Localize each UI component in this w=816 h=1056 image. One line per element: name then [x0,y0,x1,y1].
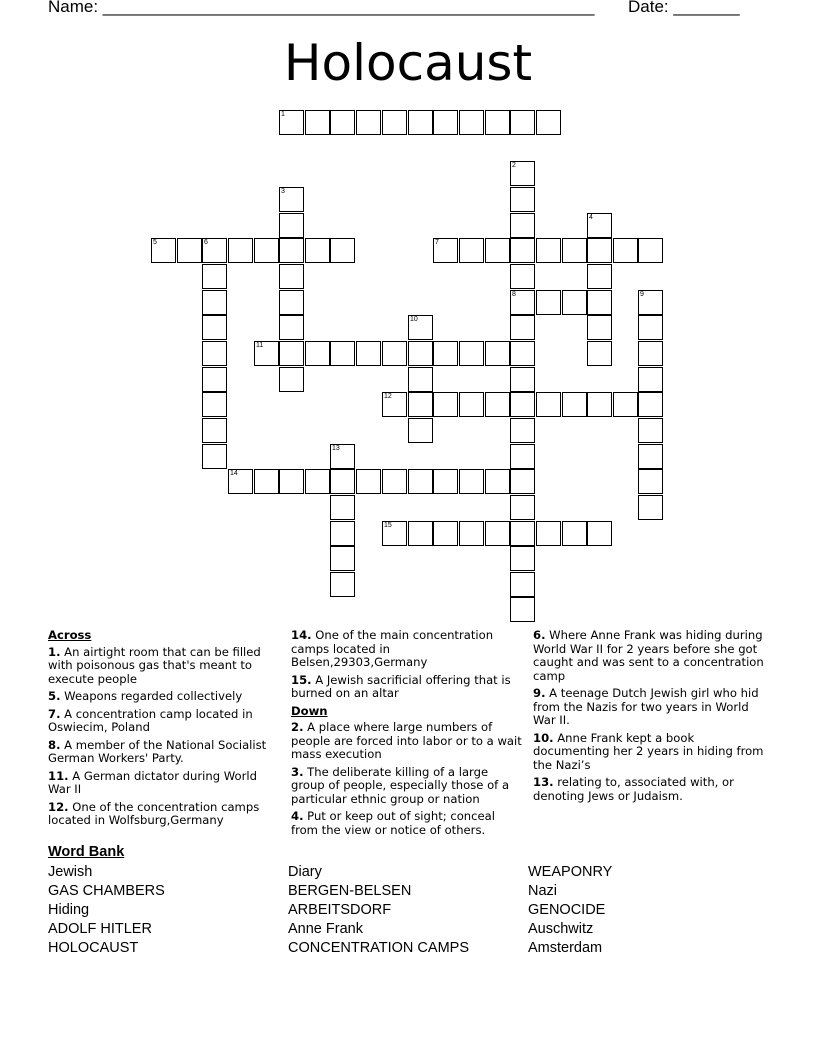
grid-cell[interactable] [408,110,433,135]
grid-cell[interactable] [433,469,458,494]
word-bank-column-1 [48,863,165,958]
grid-cell[interactable] [356,110,381,135]
grid-cell[interactable] [510,469,535,494]
clue-text: relating to, associated with, or denoting Jews or Judaism. [533,775,734,803]
grid-cell[interactable] [254,341,279,366]
name-field[interactable]: Name: ____________________________________________________ [48,0,595,16]
clue-number: 14. [291,628,312,642]
word-bank-title: Word Bank [48,844,125,860]
grid-cell[interactable] [202,264,227,289]
clue-number: 9. [533,686,546,700]
grid-cell[interactable] [408,315,433,340]
grid-cell[interactable] [382,469,407,494]
grid-cell[interactable] [254,238,279,263]
grid-cell[interactable] [228,238,253,263]
word-bank-item: ADOLF HITLER [48,921,152,937]
grid-cell[interactable] [638,418,663,443]
grid-cell[interactable] [177,238,202,263]
word-bank-item: Amsterdam [528,940,603,956]
clue-number: 8. [48,737,61,752]
grid-cell[interactable] [510,238,535,263]
grid-cell[interactable] [459,469,484,494]
clue-number: 3. [291,764,304,779]
clue-number: 10 [410,316,418,323]
grid-cell[interactable] [510,290,535,315]
grid-cell[interactable] [382,341,407,366]
grid-cell[interactable] [279,469,304,494]
grid-cell[interactable] [562,521,587,546]
word-bank-item: Auschwitz [528,921,594,937]
grid-cell[interactable] [536,392,561,417]
grid-cell[interactable] [202,290,227,315]
clue-number: 13. [533,775,554,789]
grid-cell[interactable] [510,597,535,622]
grid-cell[interactable] [305,341,330,366]
grid-cell[interactable] [510,392,535,417]
word-bank-item: Anne Frank [288,921,363,937]
grid-cell[interactable] [485,238,510,263]
clue [291,721,523,762]
grid-cell[interactable] [510,213,535,238]
grid-cell[interactable] [202,367,227,392]
clue-number: 5 [153,239,157,246]
grid-cell[interactable] [330,572,355,597]
grid-cell[interactable] [638,495,663,520]
grid-cell[interactable] [433,521,458,546]
grid-cell[interactable] [510,495,535,520]
grid-cell[interactable] [356,469,381,494]
grid-cell[interactable] [562,290,587,315]
clue [533,732,768,773]
grid-cell[interactable] [202,341,227,366]
grid-cell[interactable] [510,444,535,469]
grid-cell[interactable] [510,161,535,186]
grid-cell[interactable] [433,392,458,417]
grid-cell[interactable] [408,367,433,392]
grid-cell[interactable] [510,418,535,443]
grid-cell[interactable] [638,469,663,494]
grid-cell[interactable] [356,341,381,366]
clue [291,674,523,701]
clue-number: 15 [384,522,392,529]
clue-text: Weapons regarded collectively [60,689,243,703]
grid-cell[interactable] [202,392,227,417]
clue-number: 2. [291,720,304,734]
grid-cell[interactable] [638,341,663,366]
grid-cell[interactable] [510,187,535,212]
grid-cell[interactable] [279,238,304,263]
grid-cell[interactable] [459,341,484,366]
grid-cell[interactable] [536,238,561,263]
clue-number: 12. [48,799,69,814]
grid-cell[interactable] [459,521,484,546]
grid-cell[interactable] [433,110,458,135]
word-bank-item: GAS CHAMBERS [48,883,165,899]
grid-cell[interactable] [202,315,227,340]
clues-column-2 [291,629,523,841]
grid-cell[interactable] [330,469,355,494]
clue-text: A place where large numbers of people are forced into labor or to a wait mass execution [291,720,522,761]
grid-cell[interactable] [510,546,535,571]
grid-cell[interactable] [510,110,535,135]
clue [291,766,523,807]
grid-cell[interactable] [151,238,176,263]
grid-cell[interactable] [510,341,535,366]
grid-cell[interactable] [254,469,279,494]
clue-number: 6 [204,239,208,246]
grid-cell[interactable] [408,521,433,546]
grid-cell[interactable] [587,264,612,289]
clue-number: 11. [48,768,69,783]
grid-cell[interactable] [485,392,510,417]
grid-cell[interactable] [330,495,355,520]
clue-text: A teenage Dutch Jewish girl who hid from the Nazis for two years in World War II. [533,686,759,727]
word-bank-column-2 [288,863,469,958]
clue [48,770,280,797]
grid-cell[interactable] [279,290,304,315]
word-bank-item: ARBEITSDORF [288,902,392,918]
clue [291,810,523,837]
grid-cell[interactable] [330,238,355,263]
clue-number: 4 [589,214,593,221]
grid-cell[interactable] [485,341,510,366]
grid-cell[interactable] [202,444,227,469]
clue-number: 12 [384,393,392,400]
grid-cell[interactable] [638,290,663,315]
clue-number: 7. [48,706,61,721]
clue [48,801,280,828]
grid-cell[interactable] [459,392,484,417]
clues-column-3 [533,629,768,807]
clue-number: 15. [291,672,312,687]
grid-cell[interactable] [510,264,535,289]
grid-cell[interactable] [638,238,663,263]
grid-cell[interactable] [485,469,510,494]
clue-number: 13 [332,445,340,452]
grid-cell[interactable] [510,315,535,340]
grid-cell[interactable] [536,521,561,546]
grid-cell[interactable] [408,418,433,443]
clue-number: 1 [281,111,285,118]
grid-cell[interactable] [638,392,663,417]
grid-cell[interactable] [202,418,227,443]
clue [533,629,768,683]
clue-number: 10. [533,730,554,745]
clue-text: Anne Frank kept a book documenting her 2 years in hiding from the Nazi’s [533,730,764,772]
grid-cell[interactable] [330,444,355,469]
word-bank-item: GENOCIDE [528,902,606,918]
clue-text: A German dictator during World War II [48,768,257,796]
grid-cell[interactable] [408,469,433,494]
clue [533,687,768,728]
grid-cell[interactable] [228,469,253,494]
grid-cell[interactable] [587,213,612,238]
clues-column-1 [48,629,280,832]
grid-cell[interactable] [587,290,612,315]
clues-heading: Down [291,703,328,718]
grid-cell[interactable] [587,315,612,340]
clue-number: 6. [533,628,546,642]
word-bank-item: Jewish [48,864,93,880]
grid-cell[interactable] [279,213,304,238]
clue-text: The deliberate killing of a large group of people, especially those of a particular ethnic group or nation [291,764,510,806]
grid-cell[interactable] [485,110,510,135]
clue-number: 4. [291,809,304,823]
clue [48,708,280,735]
grid-cell[interactable] [330,110,355,135]
page-title: Holocaust [283,34,533,92]
grid-cell[interactable] [459,110,484,135]
clue [48,690,280,704]
word-bank-column-3 [528,863,612,958]
grid-cell[interactable] [536,290,561,315]
clue-text: Put or keep out of sight; conceal from the view or notice of others. [291,809,495,837]
clue-text: A member of the National Socialist German Workers' Party. [48,737,267,765]
grid-cell[interactable] [330,341,355,366]
grid-cell[interactable] [305,110,330,135]
clue-number: 9 [640,291,644,298]
grid-cell[interactable] [638,315,663,340]
clue-text: One of the concentration camps located in Wolfsburg,Germany [48,799,260,827]
word-bank-item: Diary [288,864,322,880]
clue-number: 1. [48,644,61,659]
date-field[interactable]: Date: _______ [628,0,740,16]
clue-text: Where Anne Frank was hiding during World War II for 2 years before she got caught and was sent to a concentration camp [533,628,764,683]
grid-cell[interactable] [305,238,330,263]
grid-cell[interactable] [536,110,561,135]
word-bank-item: HOLOCAUST [48,940,139,956]
grid-cell[interactable] [330,546,355,571]
grid-cell[interactable] [279,110,304,135]
grid-cell[interactable] [433,341,458,366]
grid-cell[interactable] [587,521,612,546]
clue-number: 5. [48,689,61,703]
word-bank-item: CONCENTRATION CAMPS [288,940,469,956]
grid-cell[interactable] [433,238,458,263]
grid-cell[interactable] [279,264,304,289]
grid-cell[interactable] [202,238,227,263]
grid-cell[interactable] [330,521,355,546]
clues-heading: Across [48,628,92,642]
grid-cell[interactable] [510,521,535,546]
clue [48,739,280,766]
clue-number: 11 [256,342,264,349]
grid-cell[interactable] [408,392,433,417]
grid-cell[interactable] [587,341,612,366]
grid-cell[interactable] [279,187,304,212]
clue-number: 2 [512,162,516,169]
grid-cell[interactable] [510,367,535,392]
grid-cell[interactable] [485,521,510,546]
clue-number: 8 [512,291,516,298]
clue-text: One of the main concentration camps located in Belsen,29303,Germany [291,628,494,669]
word-bank-item: Hiding [48,902,90,918]
grid-cell[interactable] [279,315,304,340]
clue [48,646,280,687]
clue-number: 3 [281,188,285,195]
grid-cell[interactable] [587,238,612,263]
clue-text: A Jewish sacrificial offering that is burned on an altar [291,672,511,700]
grid-cell[interactable] [408,341,433,366]
word-bank-item: WEAPONRY [528,864,613,880]
grid-cell[interactable] [613,238,638,263]
clue-number: 14 [230,470,238,477]
grid-cell[interactable] [562,392,587,417]
grid-cell[interactable] [587,392,612,417]
grid-cell[interactable] [382,521,407,546]
grid-cell[interactable] [279,367,304,392]
grid-cell[interactable] [613,392,638,417]
word-bank-item: BERGEN-BELSEN [288,883,412,899]
grid-cell[interactable] [638,444,663,469]
clue-text: A concentration camp located in Oswiecim, Poland [48,706,253,734]
word-bank-item: Nazi [528,883,558,899]
grid-cell[interactable] [279,341,304,366]
grid-cell[interactable] [382,110,407,135]
clue-text: An airtight room that can be filled with poisonous gas that's meant to execute people [48,644,261,686]
grid-cell[interactable] [562,238,587,263]
grid-cell[interactable] [382,392,407,417]
clue [533,776,768,803]
grid-cell[interactable] [305,469,330,494]
grid-cell[interactable] [459,238,484,263]
clue-number: 7 [435,239,439,246]
grid-cell[interactable] [510,572,535,597]
grid-cell[interactable] [638,367,663,392]
clue [291,629,523,670]
